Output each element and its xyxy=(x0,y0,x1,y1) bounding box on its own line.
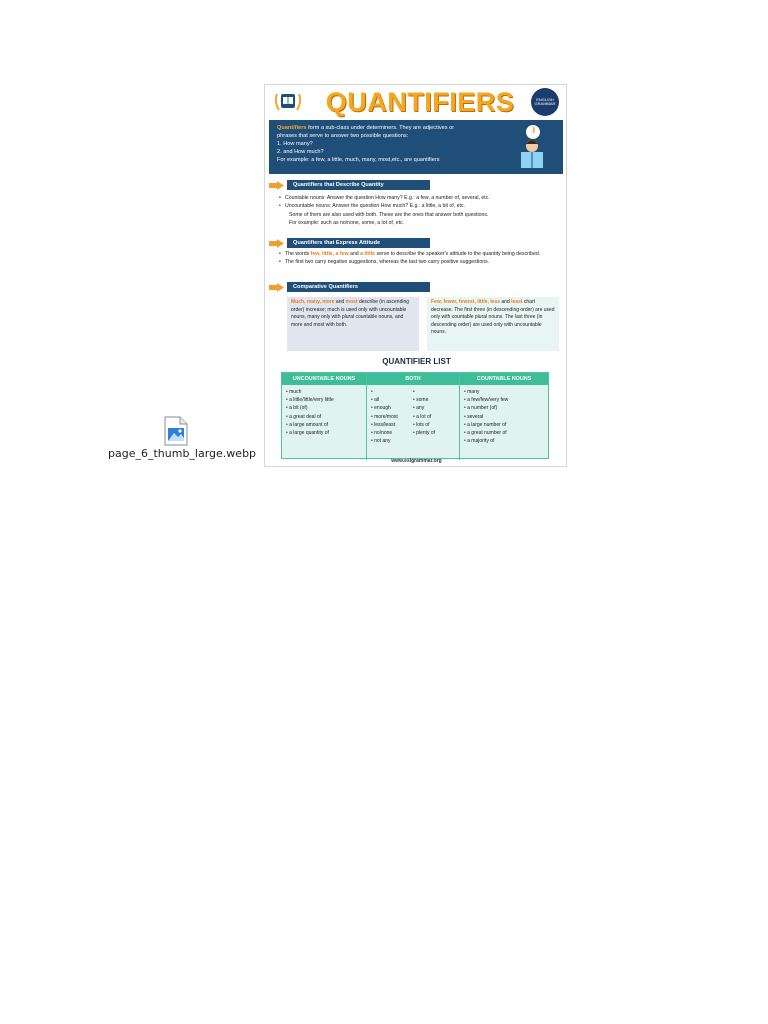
column-header: BOTH xyxy=(367,373,459,385)
quantifier-item: • many xyxy=(464,388,544,396)
quantifier-item: • a large amount of xyxy=(286,421,362,429)
quantifier-item: • any xyxy=(413,404,455,412)
quantifiers-poster xyxy=(264,84,567,467)
bullet: • The first two carry negative suggestions, whereas the last two carry positive suggestions. xyxy=(279,259,559,267)
quantifier-item: • less/least xyxy=(371,421,413,429)
book-laurel-logo-icon xyxy=(273,88,303,116)
column-items xyxy=(282,385,366,440)
intro-line-3: 1. How many? xyxy=(277,141,313,147)
quantifier-item: • • some xyxy=(413,396,455,404)
column-both xyxy=(367,373,460,460)
quantifier-item: • lots of xyxy=(413,421,455,429)
note-line: For example: such as no/none, some, a lot of, etc. xyxy=(289,219,405,226)
quantifier-item: • a lot of xyxy=(413,413,455,421)
arrow-icon xyxy=(269,181,284,190)
quantifier-item: • a great number of xyxy=(464,429,544,437)
quantifier-item: • a large number of xyxy=(464,421,544,429)
section-body-attitude xyxy=(279,251,559,266)
section-title-comparative: Comparative Quantifiers xyxy=(287,282,430,292)
quantifier-item: • a large quantity of xyxy=(286,429,362,437)
arrow-icon xyxy=(269,283,284,292)
quantifier-item: • • all xyxy=(371,396,413,404)
section-title-quantity: Quantifiers that Describe Quantity xyxy=(287,180,430,190)
image-file-icon xyxy=(164,416,188,446)
quantifier-item: • a great deal of xyxy=(286,413,362,421)
quantifier-list-title: QUANTIFIER LIST xyxy=(382,357,451,366)
comparative-increase-box: Much, many, more and most describe (in ascending order) increase; much is used only with uncountable nouns, many only with plural countable nouns, and more and most with both. xyxy=(287,297,419,351)
quantifier-item: • not any xyxy=(371,437,413,445)
quantifier-item: • much xyxy=(286,388,362,396)
column-uncountable xyxy=(282,373,367,460)
arrow-icon xyxy=(269,239,284,248)
intro-line-1: Quantifiers form a sub-class under determiners. They are adjectives or xyxy=(277,125,455,131)
column-countable xyxy=(460,373,548,460)
section-body-quantity xyxy=(279,195,559,210)
quantifier-item: • a number (of) xyxy=(464,404,544,412)
file-thumbnail[interactable] xyxy=(108,416,257,462)
quantifier-item: • plenty of xyxy=(413,429,455,437)
quantifier-list-table xyxy=(281,372,549,459)
quantifier-item: • a bit (of) xyxy=(286,404,362,412)
intro-box xyxy=(269,120,563,174)
grammar-badge: ENGLISH GRAMMAR xyxy=(531,88,559,116)
poster-title: QUANTIFIERS xyxy=(325,87,515,117)
note-line: Some of them are also used with both. These are the ones that answer both questions. xyxy=(289,212,489,218)
column-items xyxy=(367,385,459,448)
bullet: • The words few, little, a few and a little serve to describe the speaker's attitude to the quantity being described. xyxy=(279,251,559,259)
poster-header xyxy=(265,85,567,119)
intro-line-4: 2. and How much? xyxy=(277,149,324,155)
intro-line-5: For example: a few, a little, much, many, most,etc., are quantifiers xyxy=(277,157,440,163)
bullet: • Countable nouns: Answer the question How many? E.g.: a few, a number of, several, etc. xyxy=(279,195,559,203)
quantifier-item: • more/most xyxy=(371,413,413,421)
quantifier-item: • a little/little/very little xyxy=(286,396,362,404)
file-name: page_6_thumb_large.webp xyxy=(108,447,257,460)
quantifier-item: • no/none xyxy=(371,429,413,437)
bullet: • Uncountable nouns: Answer the question How much? E.g.: a little, a bit of, etc. xyxy=(279,203,559,211)
quantifier-item: • several xyxy=(464,413,544,421)
column-header: COUNTABLE NOUNS xyxy=(460,373,548,385)
comparative-decrease-box: Few, fewer, fewest, little, less and least chart decrease. The first three (in descending order) are used only with countable plural nouns. The last three (in descending order) are used only with uncountable nouns. xyxy=(427,297,559,351)
poster-footer-url: www.eslgrammar.org xyxy=(391,458,442,464)
column-items xyxy=(460,385,548,448)
quantifier-item: • enough xyxy=(371,404,413,412)
quantifier-item: • a few/few/very few xyxy=(464,396,544,404)
section-title-attitude: Quantifiers that Express Attitude xyxy=(287,238,430,248)
section-note xyxy=(289,212,567,227)
quantifier-item: • a majority of xyxy=(464,437,544,445)
reading-person-icon xyxy=(511,122,553,172)
column-header: UNCOUNTABLE NOUNS xyxy=(282,373,366,385)
intro-line-2: phrases that serve to answer two possible questions: xyxy=(277,133,409,139)
